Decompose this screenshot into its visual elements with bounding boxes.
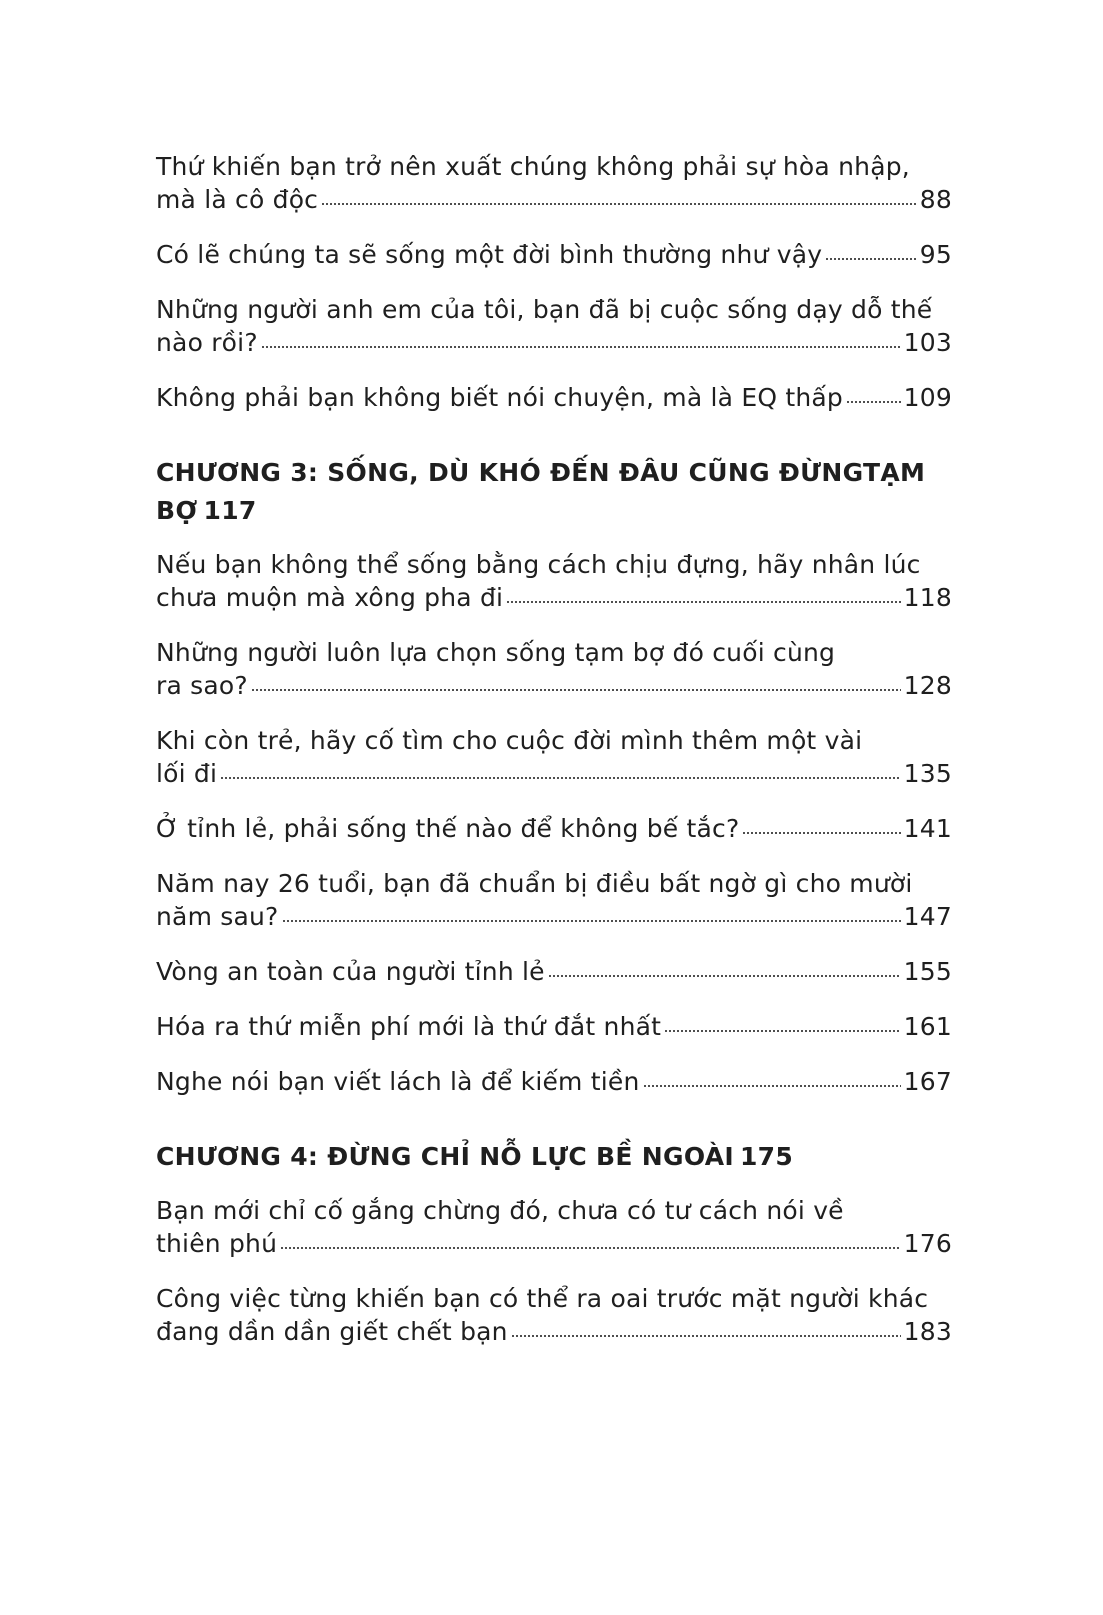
page-number: 161 — [903, 1012, 952, 1041]
toc-entry — [156, 636, 952, 702]
entry-title-text: Vòng an toàn của người tỉnh lẻ — [156, 957, 545, 986]
dot-leader — [846, 400, 901, 406]
toc-entry — [156, 812, 952, 845]
page-number: 128 — [903, 671, 952, 700]
chapter-heading — [156, 454, 952, 530]
entry-title-line: Những người luôn lựa chọn sống tạm bợ đó cuối cùng — [156, 638, 836, 667]
entry-last-line — [156, 1010, 952, 1043]
dot-leader — [261, 345, 901, 351]
entry-last-line — [156, 238, 952, 271]
entry-title-text: Không phải bạn không biết nói chuyện, mà là EQ thấp — [156, 383, 843, 412]
toc-entry — [156, 1194, 952, 1260]
entry-title-text: TẠM BỢ — [156, 458, 926, 525]
entry-title-line: Bạn mới chỉ cố gắng chừng đó, chưa có tư cách nói về — [156, 1196, 844, 1225]
entry-title-text: lối đi — [156, 759, 218, 788]
dot-leader — [548, 974, 901, 980]
entry-last-line — [156, 1227, 952, 1260]
entry-last-line — [156, 1065, 952, 1098]
entry-last-line — [156, 326, 952, 359]
entry-last-line — [156, 812, 952, 845]
chapter-heading — [156, 1138, 952, 1176]
dot-leader — [511, 1334, 901, 1340]
entry-title-text: thiên phú — [156, 1229, 278, 1258]
entry-last-line — [156, 900, 952, 933]
entry-title-text: chưa muộn mà xông pha đi — [156, 583, 504, 612]
page-number: 135 — [903, 759, 952, 788]
entry-title-line: Nếu bạn không thể sống bằng cách chịu đựng, hãy nhân lúc — [156, 550, 921, 579]
page-number: 147 — [903, 902, 952, 931]
toc-entry — [156, 867, 952, 933]
entry-title-text: Nghe nói bạn viết lách là để kiếm tiền — [156, 1067, 640, 1096]
page-number: 117 — [203, 496, 257, 525]
dot-leader — [664, 1029, 901, 1035]
page-number: 141 — [903, 814, 952, 843]
toc-entry — [156, 1282, 952, 1348]
toc-entry — [156, 238, 952, 271]
toc-entry — [156, 150, 952, 216]
entry-title-text: mà là cô độc — [156, 185, 319, 214]
entry-title-text: đang dần dần giết chết bạn — [156, 1317, 508, 1346]
toc-entry — [156, 1010, 952, 1043]
entry-title-line: Khi còn trẻ, hãy cố tìm cho cuộc đời mình thêm một vài — [156, 726, 863, 755]
page-number: 176 — [903, 1229, 952, 1258]
page-number: 167 — [903, 1067, 952, 1096]
entry-last-line — [156, 955, 952, 988]
page-number: 155 — [903, 957, 952, 986]
entry-title-text: Hóa ra thứ miễn phí mới là thứ đắt nhất — [156, 1012, 662, 1041]
entry-title-text: ra sao? — [156, 671, 248, 700]
page-number: 109 — [903, 383, 952, 412]
dot-leader — [220, 776, 901, 782]
dot-leader — [742, 831, 900, 837]
dot-leader — [280, 1246, 901, 1252]
entry-title-line: Công việc từng khiến bạn có thể ra oai trước mặt người khác — [156, 1284, 929, 1313]
entry-last-line — [156, 1315, 952, 1348]
toc-entry — [156, 293, 952, 359]
toc-entry — [156, 548, 952, 614]
entry-title-line: CHƯƠNG 3: SỐNG, DÙ KHÓ ĐẾN ĐÂU CŨNG ĐỪNG — [156, 458, 863, 487]
entry-title-line: Những người anh em của tôi, bạn đã bị cuộc sống dạy dỗ thế — [156, 295, 933, 324]
dot-leader — [506, 600, 900, 606]
entry-last-line — [156, 669, 952, 702]
dot-leader — [251, 688, 901, 694]
page-number: 88 — [919, 185, 952, 214]
toc-entry — [156, 724, 952, 790]
entry-last-line — [156, 183, 952, 216]
entry-title-line: Thứ khiến bạn trở nên xuất chúng không phải sự hòa nhập, — [156, 152, 910, 181]
entry-last-line — [156, 757, 952, 790]
table-of-contents — [156, 150, 952, 1370]
toc-entry — [156, 955, 952, 988]
dot-leader — [643, 1084, 901, 1090]
entry-title-text: năm sau? — [156, 902, 279, 931]
entry-title-text: CHƯƠNG 4: ĐỪNG CHỈ NỖ LỰC BỀ NGOÀI — [156, 1142, 734, 1171]
entry-last-line — [156, 1142, 793, 1171]
entry-title-text: nào rồi? — [156, 328, 258, 357]
entry-title-text: Ở tỉnh lẻ, phải sống thế nào để không bế tắc? — [156, 814, 740, 843]
dot-leader — [282, 919, 901, 925]
page-number: 95 — [919, 240, 952, 269]
page-number: 183 — [903, 1317, 952, 1346]
entry-last-line — [156, 581, 952, 614]
entry-title-line: Năm nay 26 tuổi, bạn đã chuẩn bị điều bất ngờ gì cho mười — [156, 869, 913, 898]
dot-leader — [321, 202, 917, 208]
page-number: 118 — [903, 583, 952, 612]
entry-last-line — [156, 381, 952, 414]
dot-leader — [825, 257, 917, 263]
toc-entry — [156, 381, 952, 414]
entry-title-text: Có lẽ chúng ta sẽ sống một đời bình thường như vậy — [156, 240, 823, 269]
page-number: 103 — [903, 328, 952, 357]
page-number: 175 — [739, 1142, 794, 1171]
toc-entry — [156, 1065, 952, 1098]
